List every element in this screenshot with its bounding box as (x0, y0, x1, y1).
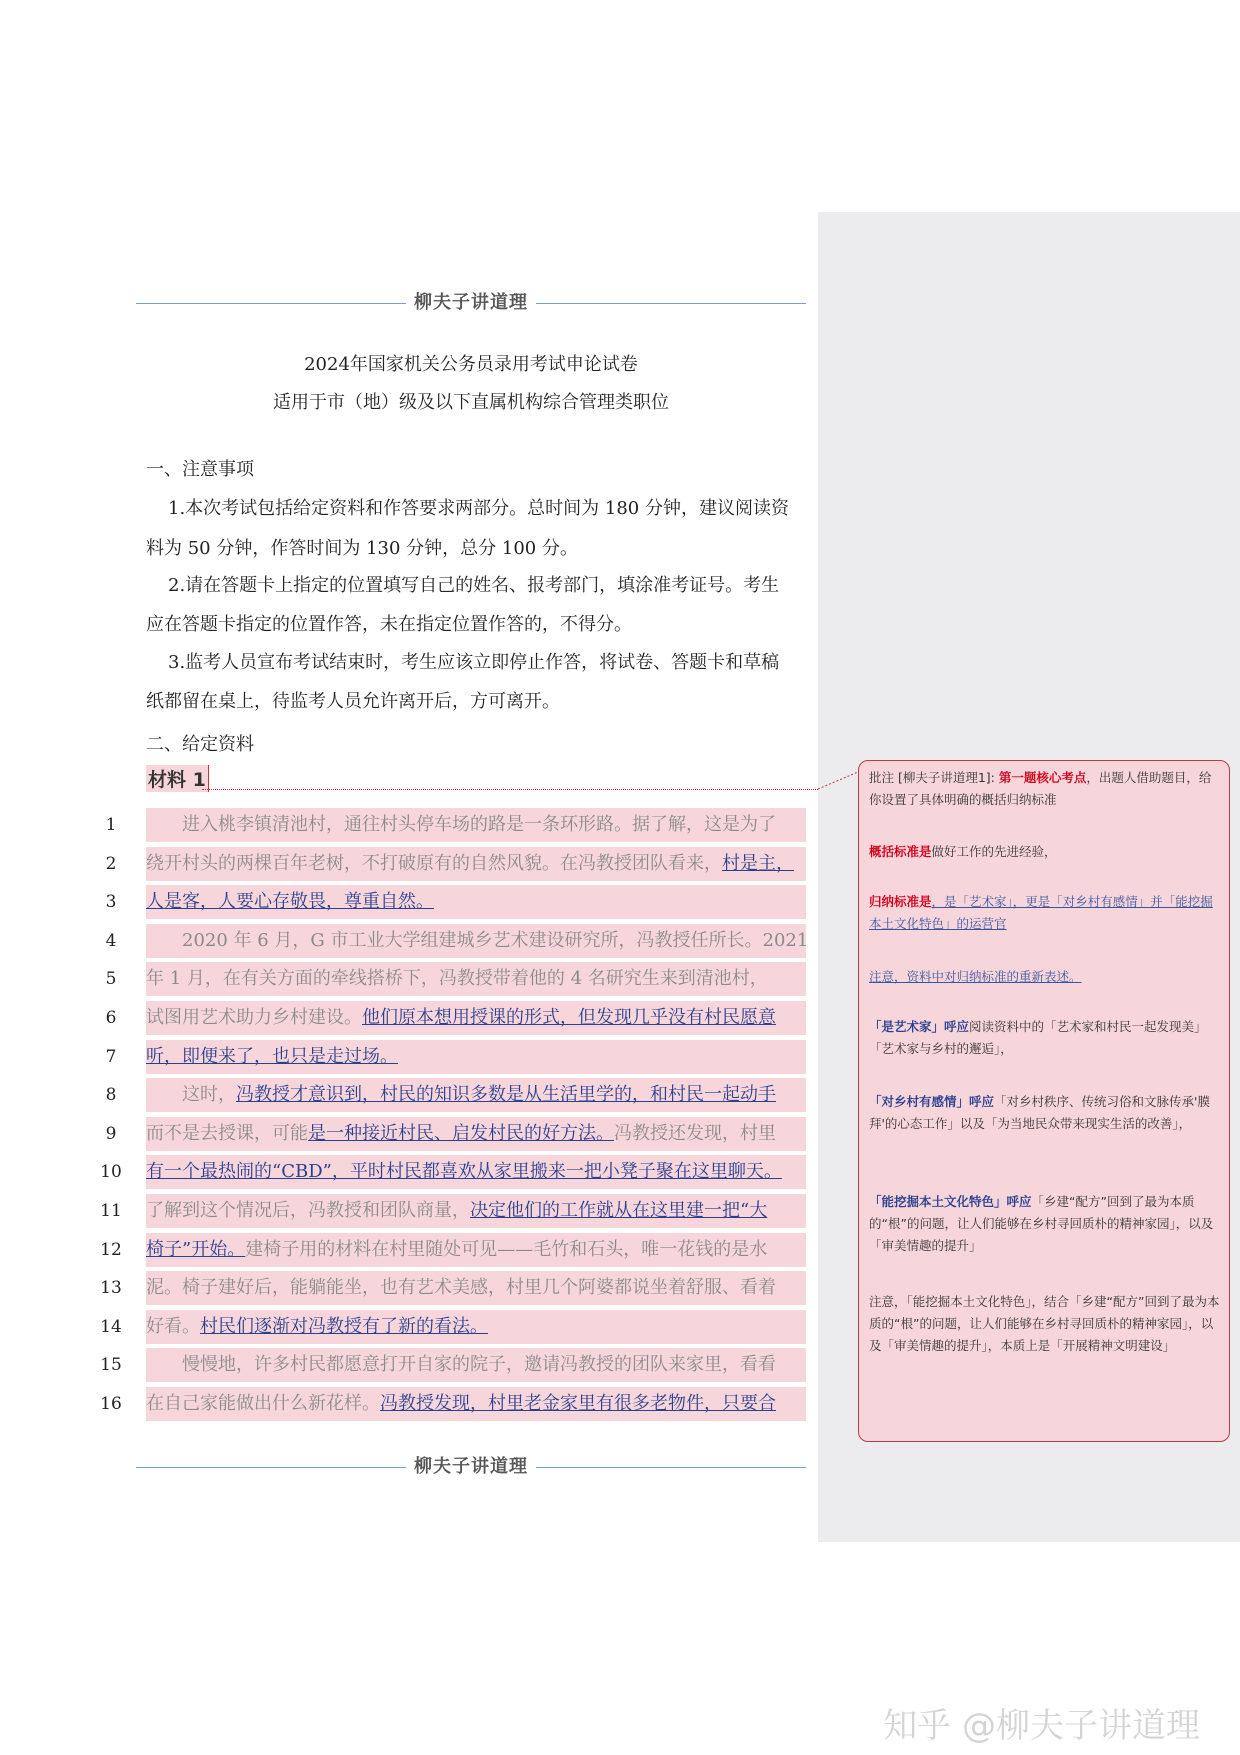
line-number: 9 (105, 1124, 117, 1144)
notes-line: 3.监考人员宣布考试结束时，考生应该立即停止作答，将试卷、答题卡和草稿 (168, 652, 780, 673)
material-line (146, 1040, 806, 1074)
highlighted-text: 村是主， (722, 853, 794, 874)
line-number: 15 (100, 1355, 122, 1375)
material-text: 建椅子用的材料在村里随处可见——毛竹和石头，唯一花钱的是水 (245, 1239, 768, 1260)
material-text: 年 1 月，在有关方面的牵线搭桥下，冯教授带着他的 4 名研究生来到清池村， (146, 968, 768, 989)
material-text: 慢慢地，许多村民都愿意打开自家的院子，邀请冯教授的团队来家里，看看 (182, 1354, 776, 1375)
material-line (146, 1117, 806, 1151)
material-line (146, 1348, 806, 1382)
highlighted-text: 椅子”开始。 (146, 1239, 246, 1260)
line-number: 13 (100, 1278, 122, 1298)
material-text: 好看。 (146, 1316, 200, 1337)
material-line (146, 1078, 806, 1112)
material-text: 这时， (182, 1084, 236, 1105)
comment-anchor-line (202, 789, 818, 790)
material-text: 泥。椅子建好后，能躺能坐，也有艺术美感，村里几个阿婆都说坐着舒服、看着 (146, 1277, 776, 1298)
notes-line: 2.请在答题卡上指定的位置填写自己的姓名、报考部门，填涂准考证号。考生 (168, 575, 780, 596)
line-number: 3 (105, 892, 117, 912)
material-line (146, 1001, 806, 1035)
highlighted-text: 冯教授发现，村里老金家里有很多老物件，只要合 (380, 1393, 776, 1414)
footer-brand: 柳夫子讲道理 (406, 1452, 536, 1478)
comment-induce: 归纳标准是，是「艺术家」，更是「对乡村有感情」并「能挖掘本土文化特色」的运营官 (869, 894, 1213, 931)
line-number: 5 (105, 969, 117, 989)
exam-title: 2024年国家机关公务员录用考试申论试卷 (304, 354, 638, 375)
material-line (146, 847, 806, 881)
line-number: 11 (100, 1201, 122, 1221)
comment-feeling: 「对乡村有感情」呼应「对乡村秩序、传统习俗和文脉传承'膜拜'的心态工作」以及「为当地民众带来现实生活的改善」， (869, 1094, 1210, 1131)
highlighted-text: 决定他们的工作就从在这里建一把“大 (470, 1200, 768, 1221)
comment-note1: 注意，资料中对归纳标准的重新表述。 (869, 969, 1082, 984)
comment-note2: 注意，「能挖掘本土文化特色」，结合「乡建“配方”回到了最为本质的“根”的问题，让人们能够在乡村寻回质朴的精神家园」，以及「审美情趣的提升」，本质上是「开展精神文明建设」 (869, 1294, 1220, 1353)
material-text: 冯教授还发现，村里 (614, 1123, 776, 1144)
line-number: 16 (100, 1394, 122, 1414)
material-line (146, 1194, 806, 1228)
line-number: 1 (105, 815, 117, 835)
notes-line: 纸都留在桌上，待监考人员允许离开后，方可离开。 (146, 691, 560, 712)
material-line (146, 808, 806, 842)
notes-line: 应在答题卡指定的位置作答，未在指定位置作答的，不得分。 (146, 614, 632, 635)
notes-line: 料为 50 分钟，作答时间为 130 分钟，总分 100 分。 (146, 538, 578, 559)
material-text: 绕开村头的两棵百年老树，不打破原有的自然风貌。在冯教授团队看来， (146, 853, 722, 874)
highlighted-text: 是一种接近村民、启发村民的好方法。 (308, 1123, 614, 1144)
highlighted-text: 村民们逐渐对冯教授有了新的看法。 (200, 1316, 488, 1337)
line-number: 6 (105, 1008, 117, 1028)
material-line (146, 1271, 806, 1305)
comment-culture: 「能挖掘本土文化特色」呼应「乡建“配方”回到了最为本质的“根”的问题，让人们能够在乡村寻回质朴的精神家园」，以及「审美情趣的提升」 (869, 1194, 1214, 1253)
watermark: 知乎 @柳夫子讲道理 (883, 1706, 1200, 1746)
line-number: 4 (105, 931, 117, 951)
material-line (146, 924, 809, 958)
footer-banner (136, 1452, 806, 1482)
line-number: 2 (105, 854, 117, 874)
material-text: 了解到这个情况后，冯教授和团队商量， (146, 1200, 470, 1221)
highlighted-text: 冯教授才意识到，村民的知识多数是从生活里学的，和村民一起动手 (236, 1084, 776, 1105)
line-number: 10 (100, 1162, 122, 1182)
material-text: 试图用艺术助力乡村建设。 (146, 1007, 362, 1028)
comment-box[interactable] (858, 760, 1230, 1442)
materials-heading: 二、给定资料 (146, 734, 254, 755)
line-number: 8 (105, 1085, 117, 1105)
comment-artist: 「是艺术家」呼应阅读资料中的「艺术家和村民一起发现美」「艺术家与乡村的邂逅」， (869, 1019, 1207, 1056)
highlighted-text: 听，即便来了，也只是走过场。 (146, 1046, 398, 1067)
comment-connector (818, 770, 860, 792)
material-line (146, 1387, 806, 1421)
material-line (146, 962, 806, 996)
highlighted-text: 有一个最热闹的“CBD”，平时村民都喜欢从家里搬来一把小凳子聚在这里聊天。 (146, 1161, 782, 1182)
comment-summary: 概括标准是做好工作的先进经验， (869, 844, 1057, 859)
exam-subtitle: 适用于市（地）级及以下直属机构综合管理类职位 (273, 392, 669, 413)
material-line (146, 1155, 806, 1189)
material-title: 材料 1 (146, 765, 209, 792)
header-brand: 柳夫子讲道理 (406, 288, 536, 314)
notes-heading: 一、注意事项 (146, 459, 254, 480)
material-line (146, 1233, 806, 1267)
material-line (146, 885, 806, 919)
notes-line: 1.本次考试包括给定资料和作答要求两部分。总时间为 180 分钟，建议阅读资 (168, 498, 789, 519)
highlighted-text: 人是客，人要心存敬畏，尊重自然。 (146, 891, 434, 912)
line-number: 12 (100, 1240, 122, 1260)
material-line (146, 1310, 806, 1344)
material-text: 在自己家能做出什么新花样。 (146, 1393, 380, 1414)
material-text: 进入桃李镇清池村，通往村头停车场的路是一条环形路。据了解，这是为了 (182, 814, 776, 835)
material-text: 2020 年 6 月，G 市工业大学组建城乡艺术建设研究所，冯教授任所长。2021 (182, 930, 809, 951)
highlighted-text: 他们原本想用授课的形式，但发现几乎没有村民愿意 (362, 1007, 776, 1028)
comment-header: 批注 [柳夫子讲道理1]: 第一题核心考点，出题人借助题目，给你设置了具体明确的概括归纳标准 (869, 770, 1212, 807)
line-number: 14 (100, 1317, 122, 1337)
header-banner (136, 288, 806, 318)
material-text: 而不是去授课，可能 (146, 1123, 308, 1144)
line-number: 7 (105, 1047, 117, 1067)
